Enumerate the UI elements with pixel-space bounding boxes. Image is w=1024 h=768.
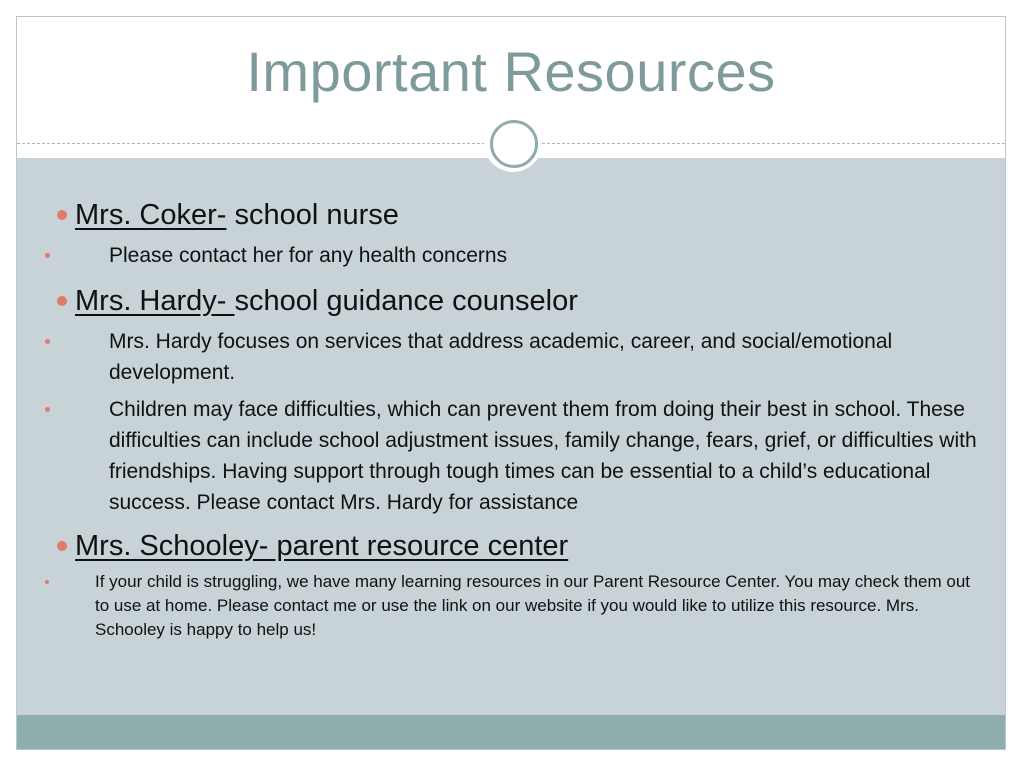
footer-bar — [17, 715, 1005, 750]
schooley-heading: Mrs. Schooley- parent resource center — [75, 530, 569, 562]
coker-detail-text: Please contact her for any health concerns — [109, 244, 508, 267]
hardy-detail-2-text: Children may face difficulties, which can prevent them from doing their best in school. These difficulties can include school adjustment issues, family change, fears, grief, or difficulties with friendships. Having support through tough times can be essential to a child’s educational success. Please contact Mrs. Hardy for assistance — [109, 398, 977, 514]
schooley-detail-text: If your child is struggling, we have many learning resources in our Parent Resource Center. You may check them out to use at home. Please contact me or use the link on our website if you would like to utilize this resource. Mrs. Schooley is happy to help us! — [95, 572, 971, 639]
ornament-ring-icon — [490, 120, 538, 168]
content-area — [17, 158, 1005, 715]
slide-frame — [16, 16, 1006, 750]
bullet-dot-small — [45, 407, 50, 412]
coker-role: school nurse — [226, 199, 399, 231]
bullet-dot-small — [45, 339, 50, 344]
bullet-dot-small — [45, 253, 50, 258]
bullet-dot — [57, 210, 67, 220]
bullet-hardy-text — [75, 284, 578, 318]
hardy-role: school guidance counselor — [234, 285, 578, 317]
bullet-dot — [57, 541, 67, 551]
bullet-coker-text — [75, 198, 399, 232]
hardy-name: Mrs. Hardy- — [75, 285, 235, 317]
bullet-dot — [57, 296, 67, 306]
hardy-detail-1-text: Mrs. Hardy focuses on services that address academic, career, and social/emotional development. — [109, 330, 893, 384]
coker-name: Mrs. Coker- — [75, 199, 227, 231]
bullet-dot-small — [45, 580, 49, 584]
slide-title: Important Resources — [246, 40, 776, 103]
